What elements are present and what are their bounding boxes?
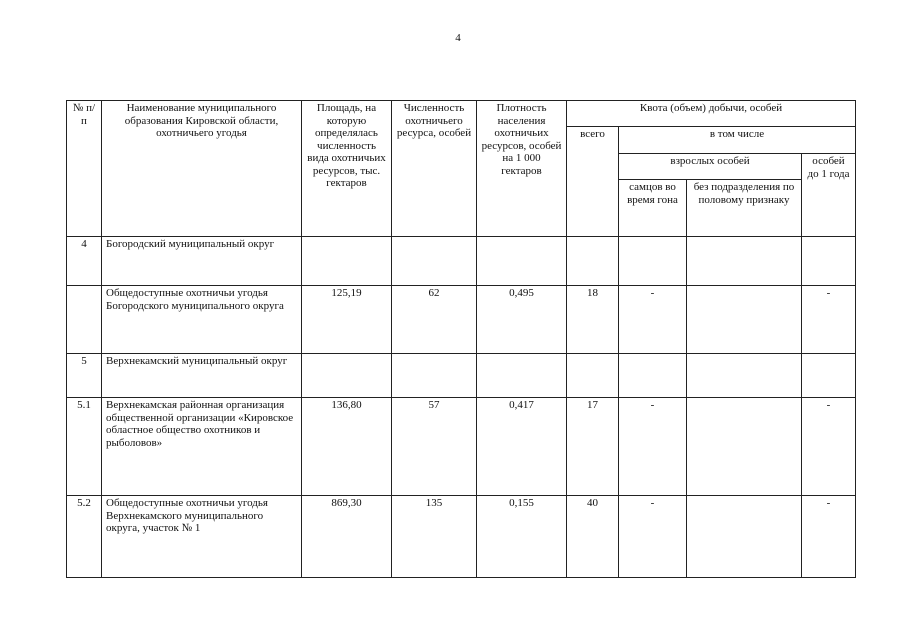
- row-name: Богородский муниципальный округ: [102, 237, 302, 286]
- row-count: 135: [392, 496, 477, 578]
- row-name: Общедоступные охотничьи угодья Верхнекамского муниципального округа, участок № 1: [102, 496, 302, 578]
- header-males-rut: самцов во время гона: [619, 180, 687, 237]
- row-num: 5: [67, 354, 102, 398]
- row-no-sex-split: [687, 496, 802, 578]
- row-num: 5.1: [67, 398, 102, 496]
- row-males-rut: -: [619, 286, 687, 354]
- row-num: [67, 286, 102, 354]
- table-row: [67, 354, 856, 398]
- table-row: [67, 286, 856, 354]
- row-name: Верхнекамская районная организация общественной организации «Кировское областное общество охотников и рыболовов»: [102, 398, 302, 496]
- header-adults: взрослых особей: [619, 154, 802, 180]
- row-count: 62: [392, 286, 477, 354]
- hunting-quota-table: [66, 100, 856, 578]
- table-row: [67, 398, 856, 496]
- header-count: Численность охотничьего ресурса, особей: [392, 101, 477, 237]
- row-total: 40: [567, 496, 619, 578]
- row-name: Верхнекамский муниципальный округ: [102, 354, 302, 398]
- header-area: Площадь, на которую определялась численность вида охотничьих ресурсов, тыс. гектаров: [302, 101, 392, 237]
- row-num: 5.2: [67, 496, 102, 578]
- row-males-rut: -: [619, 398, 687, 496]
- header-under-one: особей до 1 года: [802, 154, 856, 237]
- table-row: [67, 496, 856, 578]
- row-under-one: -: [802, 286, 856, 354]
- header-num: № п/п: [67, 101, 102, 237]
- header-name: Наименование муниципального образования Кировской области, охотничьего угодья: [102, 101, 302, 237]
- row-area: 869,30: [302, 496, 392, 578]
- page-number: 4: [455, 32, 461, 44]
- row-total: 17: [567, 398, 619, 496]
- row-under-one: -: [802, 398, 856, 496]
- row-no-sex-split: [687, 286, 802, 354]
- header-quota: Квота (объем) добычи, особей: [567, 101, 856, 127]
- header-density: Плотность населения охотничьих ресурсов, особей на 1 000 гектаров: [477, 101, 567, 237]
- header-total: всего: [567, 127, 619, 237]
- header-including: в том числе: [619, 127, 856, 154]
- row-density: 0,155: [477, 496, 567, 578]
- header-no-sex-split: без подразделения по половому признаку: [687, 180, 802, 237]
- row-num: 4: [67, 237, 102, 286]
- row-under-one: -: [802, 496, 856, 578]
- row-count: 57: [392, 398, 477, 496]
- row-total: 18: [567, 286, 619, 354]
- table-row: [67, 237, 856, 286]
- row-area: 136,80: [302, 398, 392, 496]
- row-males-rut: -: [619, 496, 687, 578]
- row-density: 0,495: [477, 286, 567, 354]
- header-row-1: [67, 101, 856, 127]
- row-area: 125,19: [302, 286, 392, 354]
- row-no-sex-split: [687, 398, 802, 496]
- row-density: 0,417: [477, 398, 567, 496]
- row-name: Общедоступные охотничьи угодья Богородского муниципального округа: [102, 286, 302, 354]
